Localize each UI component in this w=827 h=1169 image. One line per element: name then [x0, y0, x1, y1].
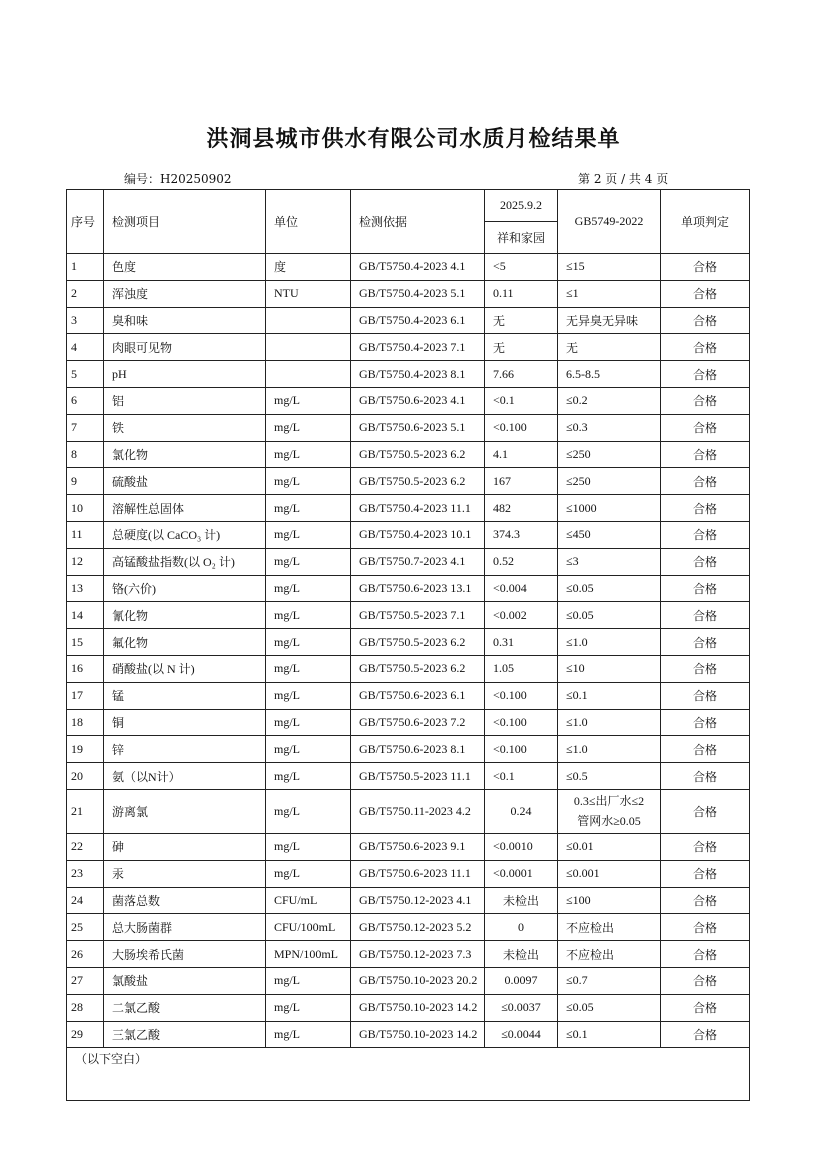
- item-cell: 高锰酸盐指数(以 O₂ 计): [104, 548, 266, 575]
- footer-note: （以下空白）: [67, 1048, 750, 1101]
- result-cell: <0.100: [485, 414, 558, 441]
- result-cell: 无: [485, 334, 558, 361]
- verdict-cell: 合格: [661, 334, 750, 361]
- limit-cell: ≤0.05: [558, 575, 661, 602]
- method-cell: GB/T5750.6-2023 4.1: [351, 387, 485, 414]
- item-cell: 砷: [104, 833, 266, 860]
- item-cell: 硫酸盐: [104, 468, 266, 495]
- method-cell: GB/T5750.12-2023 7.3: [351, 941, 485, 968]
- item-cell: 氯酸盐: [104, 967, 266, 994]
- item-cell: 铝: [104, 387, 266, 414]
- seq-cell: 22: [67, 833, 104, 860]
- unit-cell: mg/L: [266, 682, 351, 709]
- table-row: [67, 887, 750, 914]
- method-cell: GB/T5750.12-2023 5.2: [351, 914, 485, 941]
- unit-cell: CFU/100mL: [266, 914, 351, 941]
- header-seq: 序号: [67, 190, 104, 254]
- table-row: [67, 736, 750, 763]
- result-cell: 1.05: [485, 655, 558, 682]
- limit-cell: ≤0.2: [558, 387, 661, 414]
- verdict-cell: 合格: [661, 254, 750, 281]
- item-cell: 总大肠菌群: [104, 914, 266, 941]
- seq-cell: 15: [67, 629, 104, 656]
- unit-cell: NTU: [266, 280, 351, 307]
- result-cell: <0.100: [485, 709, 558, 736]
- table-row: [67, 833, 750, 860]
- unit-cell: mg/L: [266, 387, 351, 414]
- seq-cell: 2: [67, 280, 104, 307]
- method-cell: GB/T5750.6-2023 11.1: [351, 860, 485, 887]
- seq-cell: 3: [67, 307, 104, 334]
- limit-cell: ≤450: [558, 521, 661, 548]
- unit-cell: mg/L: [266, 521, 351, 548]
- limit-cell: ≤0.001: [558, 860, 661, 887]
- verdict-cell: 合格: [661, 495, 750, 522]
- seq-cell: 26: [67, 941, 104, 968]
- method-cell: GB/T5750.4-2023 5.1: [351, 280, 485, 307]
- table-row: [67, 763, 750, 790]
- page-indicator: 第 2 页 / 共 4 页: [578, 172, 669, 186]
- limit-cell: ≤100: [558, 887, 661, 914]
- unit-cell: mg/L: [266, 441, 351, 468]
- seq-cell: 25: [67, 914, 104, 941]
- table-row: [67, 414, 750, 441]
- header-verdict: 单项判定: [661, 190, 750, 254]
- table-row: [67, 967, 750, 994]
- verdict-cell: 合格: [661, 280, 750, 307]
- verdict-cell: 合格: [661, 994, 750, 1021]
- result-cell: 4.1: [485, 441, 558, 468]
- method-cell: GB/T5750.6-2023 6.1: [351, 682, 485, 709]
- unit-cell: [266, 361, 351, 388]
- method-cell: GB/T5750.6-2023 13.1: [351, 575, 485, 602]
- result-cell: <0.100: [485, 682, 558, 709]
- seq-cell: 13: [67, 575, 104, 602]
- limit-cell: ≤0.1: [558, 682, 661, 709]
- table-row: [67, 307, 750, 334]
- result-cell: 374.3: [485, 521, 558, 548]
- seq-cell: 20: [67, 763, 104, 790]
- seq-cell: 5: [67, 361, 104, 388]
- table-row: [67, 914, 750, 941]
- limit-cell: 不应检出: [558, 941, 661, 968]
- limit-cell: ≤3: [558, 548, 661, 575]
- method-cell: GB/T5750.4-2023 4.1: [351, 254, 485, 281]
- item-cell: 氨（以N计）: [104, 763, 266, 790]
- verdict-cell: 合格: [661, 602, 750, 629]
- item-cell: 浑浊度: [104, 280, 266, 307]
- unit-cell: mg/L: [266, 414, 351, 441]
- result-cell: 0.52: [485, 548, 558, 575]
- unit-cell: 度: [266, 254, 351, 281]
- method-cell: GB/T5750.4-2023 7.1: [351, 334, 485, 361]
- item-cell: 三氯乙酸: [104, 1021, 266, 1048]
- item-cell: 菌落总数: [104, 887, 266, 914]
- verdict-cell: 合格: [661, 887, 750, 914]
- item-cell: 锰: [104, 682, 266, 709]
- result-cell: ≤0.0037: [485, 994, 558, 1021]
- seq-cell: 14: [67, 602, 104, 629]
- limit-cell: ≤1: [558, 280, 661, 307]
- unit-cell: CFU/mL: [266, 887, 351, 914]
- seq-cell: 16: [67, 655, 104, 682]
- verdict-cell: 合格: [661, 1021, 750, 1048]
- item-cell: 游离氯: [104, 789, 266, 833]
- item-cell: 氯化物: [104, 441, 266, 468]
- seq-cell: 21: [67, 789, 104, 833]
- document-number: 编号：H20250902: [124, 172, 232, 186]
- limit-cell: ≤1.0: [558, 736, 661, 763]
- method-cell: GB/T5750.4-2023 11.1: [351, 495, 485, 522]
- limit-cell: 无: [558, 334, 661, 361]
- limit-cell: ≤0.1: [558, 1021, 661, 1048]
- limit-line: 0.3≤出厂水≤2: [573, 794, 645, 809]
- unit-cell: mg/L: [266, 1021, 351, 1048]
- table-row: [67, 655, 750, 682]
- verdict-cell: 合格: [661, 682, 750, 709]
- method-cell: GB/T5750.4-2023 10.1: [351, 521, 485, 548]
- table-row: [67, 941, 750, 968]
- verdict-cell: 合格: [661, 860, 750, 887]
- unit-cell: mg/L: [266, 495, 351, 522]
- verdict-cell: 合格: [661, 468, 750, 495]
- limit-cell: ≤1.0: [558, 709, 661, 736]
- unit-cell: mg/L: [266, 994, 351, 1021]
- unit-cell: mg/L: [266, 602, 351, 629]
- table-row: [67, 682, 750, 709]
- unit-cell: mg/L: [266, 763, 351, 790]
- result-cell: 482: [485, 495, 558, 522]
- verdict-cell: 合格: [661, 736, 750, 763]
- result-cell: 7.66: [485, 361, 558, 388]
- result-cell: 0.11: [485, 280, 558, 307]
- unit-cell: mg/L: [266, 736, 351, 763]
- table-row: [67, 254, 750, 281]
- result-cell: 0.0097: [485, 967, 558, 994]
- verdict-cell: 合格: [661, 575, 750, 602]
- unit-cell: mg/L: [266, 833, 351, 860]
- item-cell: 大肠埃希氏菌: [104, 941, 266, 968]
- item-cell: 硝酸盐(以 N 计): [104, 655, 266, 682]
- result-cell: 无: [485, 307, 558, 334]
- method-cell: GB/T5750.11-2023 4.2: [351, 789, 485, 833]
- limit-cell: 无异臭无异味: [558, 307, 661, 334]
- method-cell: GB/T5750.5-2023 7.1: [351, 602, 485, 629]
- seq-cell: 24: [67, 887, 104, 914]
- seq-cell: 19: [67, 736, 104, 763]
- verdict-cell: 合格: [661, 548, 750, 575]
- header-method: 检测依据: [351, 190, 485, 254]
- limit-cell: ≤0.7: [558, 967, 661, 994]
- verdict-cell: 合格: [661, 967, 750, 994]
- result-cell: <5: [485, 254, 558, 281]
- result-cell: 未检出: [485, 887, 558, 914]
- method-cell: GB/T5750.5-2023 6.2: [351, 468, 485, 495]
- method-cell: GB/T5750.5-2023 6.2: [351, 629, 485, 656]
- unit-cell: mg/L: [266, 575, 351, 602]
- method-cell: GB/T5750.10-2023 20.2: [351, 967, 485, 994]
- page-title: 洪洞县城市供水有限公司水质月检结果单: [206, 126, 621, 152]
- table-row: [67, 361, 750, 388]
- verdict-cell: 合格: [661, 833, 750, 860]
- table-row: [67, 602, 750, 629]
- method-cell: GB/T5750.4-2023 8.1: [351, 361, 485, 388]
- verdict-cell: 合格: [661, 763, 750, 790]
- header-site: 祥和家园: [485, 222, 558, 254]
- verdict-cell: 合格: [661, 414, 750, 441]
- result-cell: <0.0001: [485, 860, 558, 887]
- seq-cell: 6: [67, 387, 104, 414]
- limit-cell: ≤250: [558, 468, 661, 495]
- seq-cell: 29: [67, 1021, 104, 1048]
- seq-cell: 17: [67, 682, 104, 709]
- method-cell: GB/T5750.5-2023 6.2: [351, 655, 485, 682]
- result-cell: <0.1: [485, 387, 558, 414]
- result-cell: ≤0.0044: [485, 1021, 558, 1048]
- item-cell: 铁: [104, 414, 266, 441]
- item-cell: 锌: [104, 736, 266, 763]
- result-cell: 0: [485, 914, 558, 941]
- results-table: [66, 189, 750, 1101]
- table-row: [67, 495, 750, 522]
- table-row: [67, 789, 750, 833]
- seq-cell: 12: [67, 548, 104, 575]
- seq-cell: 10: [67, 495, 104, 522]
- item-cell: 二氯乙酸: [104, 994, 266, 1021]
- header-item: 检测项目: [104, 190, 266, 254]
- seq-cell: 4: [67, 334, 104, 361]
- limit-cell: ≤0.3: [558, 414, 661, 441]
- limit-cell: 不应检出: [558, 914, 661, 941]
- verdict-cell: 合格: [661, 789, 750, 833]
- seq-cell: 1: [67, 254, 104, 281]
- unit-cell: mg/L: [266, 860, 351, 887]
- verdict-cell: 合格: [661, 655, 750, 682]
- table-row: [67, 629, 750, 656]
- verdict-cell: 合格: [661, 629, 750, 656]
- item-cell: 色度: [104, 254, 266, 281]
- limit-cell: ≤1.0: [558, 629, 661, 656]
- unit-cell: mg/L: [266, 629, 351, 656]
- limit-cell: ≤0.05: [558, 994, 661, 1021]
- item-cell: pH: [104, 361, 266, 388]
- table-row: [67, 860, 750, 887]
- limit-line: 管网水≥0.05: [577, 814, 641, 829]
- item-cell: 氰化物: [104, 602, 266, 629]
- table-row: [67, 1021, 750, 1048]
- seq-cell: 18: [67, 709, 104, 736]
- method-cell: GB/T5750.6-2023 9.1: [351, 833, 485, 860]
- unit-cell: [266, 334, 351, 361]
- header-standard: GB5749-2022: [558, 190, 661, 254]
- unit-cell: mg/L: [266, 709, 351, 736]
- unit-cell: mg/L: [266, 548, 351, 575]
- item-cell: 铜: [104, 709, 266, 736]
- result-cell: <0.0010: [485, 833, 558, 860]
- seq-cell: 27: [67, 967, 104, 994]
- seq-cell: 11: [67, 521, 104, 548]
- result-cell: <0.004: [485, 575, 558, 602]
- footer-row: [67, 1048, 750, 1101]
- method-cell: GB/T5750.5-2023 11.1: [351, 763, 485, 790]
- item-cell: 铬(六价): [104, 575, 266, 602]
- verdict-cell: 合格: [661, 521, 750, 548]
- verdict-cell: 合格: [661, 387, 750, 414]
- header-date: 2025.9.2: [485, 190, 558, 222]
- table-row: [67, 468, 750, 495]
- method-cell: GB/T5750.4-2023 6.1: [351, 307, 485, 334]
- method-cell: GB/T5750.6-2023 7.2: [351, 709, 485, 736]
- result-cell: 未检出: [485, 941, 558, 968]
- limit-cell: ≤1000: [558, 495, 661, 522]
- verdict-cell: 合格: [661, 914, 750, 941]
- verdict-cell: 合格: [661, 941, 750, 968]
- result-cell: <0.1: [485, 763, 558, 790]
- header-row: [67, 190, 750, 222]
- unit-cell: mg/L: [266, 468, 351, 495]
- table-row: [67, 387, 750, 414]
- seq-cell: 23: [67, 860, 104, 887]
- unit-cell: mg/L: [266, 967, 351, 994]
- method-cell: GB/T5750.10-2023 14.2: [351, 1021, 485, 1048]
- item-cell: 溶解性总固体: [104, 495, 266, 522]
- limit-cell: [558, 789, 661, 833]
- table-row: [67, 334, 750, 361]
- limit-cell: ≤0.05: [558, 602, 661, 629]
- table-row: [67, 441, 750, 468]
- item-cell: 总硬度(以 CaCO₃ 计): [104, 521, 266, 548]
- item-cell: 肉眼可见物: [104, 334, 266, 361]
- result-cell: 167: [485, 468, 558, 495]
- unit-cell: mg/L: [266, 655, 351, 682]
- limit-cell: ≤10: [558, 655, 661, 682]
- limit-cell: ≤250: [558, 441, 661, 468]
- method-cell: GB/T5750.6-2023 5.1: [351, 414, 485, 441]
- seq-cell: 7: [67, 414, 104, 441]
- table-row: [67, 521, 750, 548]
- method-cell: GB/T5750.10-2023 14.2: [351, 994, 485, 1021]
- table-row: [67, 575, 750, 602]
- method-cell: GB/T5750.12-2023 4.1: [351, 887, 485, 914]
- table-row: [67, 709, 750, 736]
- item-cell: 臭和味: [104, 307, 266, 334]
- header-unit: 单位: [266, 190, 351, 254]
- verdict-cell: 合格: [661, 361, 750, 388]
- method-cell: GB/T5750.6-2023 8.1: [351, 736, 485, 763]
- unit-cell: MPN/100mL: [266, 941, 351, 968]
- table-row: [67, 548, 750, 575]
- limit-cell: 6.5-8.5: [558, 361, 661, 388]
- unit-cell: [266, 307, 351, 334]
- method-cell: GB/T5750.7-2023 4.1: [351, 548, 485, 575]
- limit-cell: ≤15: [558, 254, 661, 281]
- table-row: [67, 994, 750, 1021]
- result-cell: <0.100: [485, 736, 558, 763]
- result-cell: <0.002: [485, 602, 558, 629]
- table-row: [67, 280, 750, 307]
- seq-cell: 8: [67, 441, 104, 468]
- verdict-cell: 合格: [661, 441, 750, 468]
- method-cell: GB/T5750.5-2023 6.2: [351, 441, 485, 468]
- result-cell: 0.24: [485, 789, 558, 833]
- result-cell: 0.31: [485, 629, 558, 656]
- limit-cell: ≤0.01: [558, 833, 661, 860]
- seq-cell: 28: [67, 994, 104, 1021]
- unit-cell: mg/L: [266, 789, 351, 833]
- limit-cell: ≤0.5: [558, 763, 661, 790]
- seq-cell: 9: [67, 468, 104, 495]
- verdict-cell: 合格: [661, 709, 750, 736]
- item-cell: 汞: [104, 860, 266, 887]
- item-cell: 氟化物: [104, 629, 266, 656]
- verdict-cell: 合格: [661, 307, 750, 334]
